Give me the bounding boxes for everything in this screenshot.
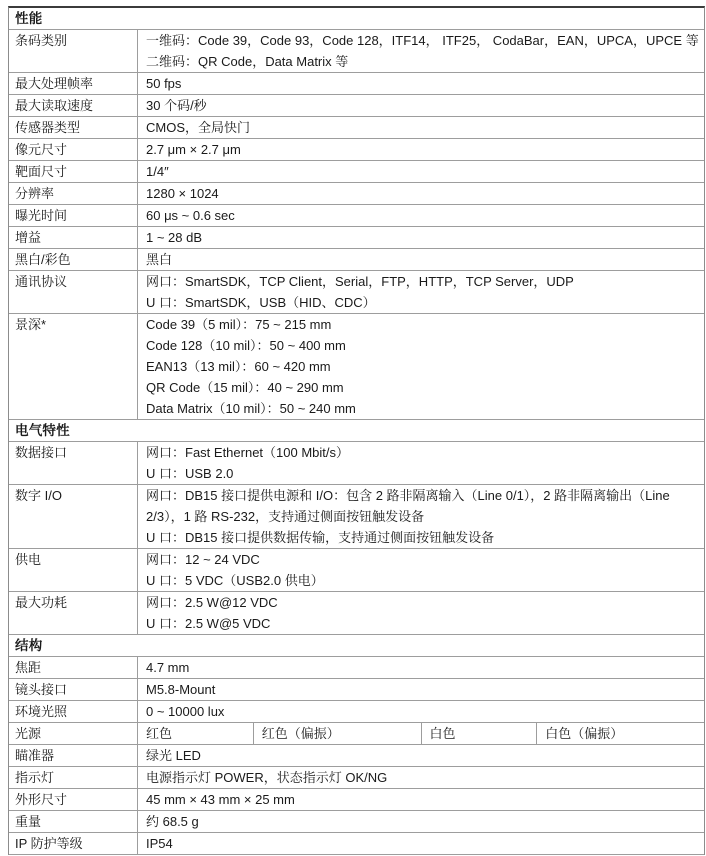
value-line: EAN13（13 mil）：60 ~ 420 mm	[146, 359, 331, 374]
table-row	[9, 30, 704, 73]
row-label: 供电	[9, 549, 138, 591]
row-label: 靶面尺寸	[9, 161, 138, 182]
value-line: CMOS，全局快门	[146, 120, 251, 135]
value-line: 60 μs ~ 0.6 sec	[146, 208, 235, 223]
table-row	[9, 117, 704, 139]
table-row	[9, 657, 704, 679]
table-row	[9, 227, 704, 249]
row-value	[138, 745, 704, 766]
table-row	[9, 139, 704, 161]
table-row	[9, 789, 704, 811]
row-value	[138, 161, 704, 182]
row-label: 增益	[9, 227, 138, 248]
row-label: 光源	[9, 723, 138, 744]
row-value	[138, 227, 704, 248]
value-line: 网口：DB15 接口提供电源和 I/O：包含 2 路非隔离输入（Line 0/1），2 路非隔离输出（Line 2/3），1 路 RS-232，支持通过侧面按钮触发设备	[146, 488, 670, 524]
row-value	[138, 657, 704, 678]
section-header: 性能	[9, 8, 704, 30]
row-label: 传感器类型	[9, 117, 138, 138]
value-line: Code 39（5 mil）：75 ~ 215 mm	[146, 317, 332, 332]
row-value	[138, 183, 704, 204]
value-line: U 口：5 VDC（USB2.0 供电）	[146, 573, 324, 588]
light-source-cell: 白色（偏振）	[545, 726, 624, 741]
row-label: 景深*	[9, 314, 138, 419]
row-label: 曝光时间	[9, 205, 138, 226]
table-row	[9, 745, 704, 767]
row-value	[138, 767, 704, 788]
row-label: 外形尺寸	[9, 789, 138, 810]
light-source-cell: 红色（偏振）	[254, 723, 422, 744]
light-source-cell: 白色	[422, 723, 538, 744]
row-label: 通讯协议	[9, 271, 138, 313]
row-value	[138, 271, 704, 313]
row-label: 最大处理帧率	[9, 73, 138, 94]
value-line: U 口：USB 2.0	[146, 466, 234, 481]
value-line: 1280 × 1024	[146, 186, 219, 201]
spec-document-page	[8, 6, 705, 855]
row-value	[138, 30, 704, 72]
row-value	[138, 249, 704, 270]
value-line: 1 ~ 28 dB	[146, 230, 203, 245]
row-value	[138, 442, 704, 484]
table-row	[9, 767, 704, 789]
row-label: 指示灯	[9, 767, 138, 788]
value-line: IP54	[146, 836, 173, 851]
value-line: 网口：Fast Ethernet（100 Mbit/s）	[146, 445, 350, 460]
value-line: 50 fps	[146, 76, 182, 91]
row-value	[138, 117, 704, 138]
light-source-cell: 红色	[138, 723, 254, 744]
row-value	[138, 679, 704, 700]
row-value	[138, 314, 704, 419]
row-value	[138, 592, 704, 634]
row-value	[138, 549, 704, 591]
row-label: 重量	[9, 811, 138, 832]
value-line: 1/4″	[146, 164, 169, 179]
table-row	[9, 205, 704, 227]
row-value	[138, 73, 704, 94]
table-row	[9, 811, 704, 833]
row-label: 最大功耗	[9, 592, 138, 634]
value-line: 0 ~ 10000 lux	[146, 704, 225, 719]
row-label: 镜头接口	[9, 679, 138, 700]
row-value	[138, 205, 704, 226]
table-row	[9, 485, 704, 549]
value-line: 约 68.5 g	[146, 814, 199, 829]
row-value	[138, 139, 704, 160]
section-header: 结构	[9, 635, 704, 657]
table-row	[9, 549, 704, 592]
table-row	[9, 679, 704, 701]
row-label: 像元尺寸	[9, 139, 138, 160]
value-line: 30 个码/秒	[146, 98, 207, 113]
value-line: Data Matrix（10 mil）：50 ~ 240 mm	[146, 401, 356, 416]
row-label: 黑白/彩色	[9, 249, 138, 270]
value-line: 绿光 LED	[146, 748, 201, 763]
row-label: 环境光照	[9, 701, 138, 722]
value-line: 网口：2.5 W@12 VDC	[146, 595, 278, 610]
row-label: 瞄准器	[9, 745, 138, 766]
value-line: 45 mm × 43 mm × 25 mm	[146, 792, 295, 807]
table-row	[9, 183, 704, 205]
value-line: QR Code（15 mil）：40 ~ 290 mm	[146, 380, 344, 395]
value-line: U 口：DB15 接口提供数据传输，支持通过侧面按钮触发设备	[146, 530, 495, 545]
row-value	[138, 811, 704, 832]
value-line: 网口：12 ~ 24 VDC	[146, 552, 260, 567]
spec-table	[8, 6, 705, 855]
row-label: 最大读取速度	[9, 95, 138, 116]
value-line: 网口：SmartSDK，TCP Client，Serial，FTP，HTTP，TCP Server，UDP	[146, 274, 574, 289]
row-value	[138, 95, 704, 116]
row-label: 条码类别	[9, 30, 138, 72]
table-row	[9, 314, 704, 420]
table-row	[9, 592, 704, 635]
row-value	[138, 789, 704, 810]
row-label: 数字 I/O	[9, 485, 138, 548]
row-label: 焦距	[9, 657, 138, 678]
row-label: IP 防护等级	[9, 833, 138, 854]
value-line: 4.7 mm	[146, 660, 190, 675]
value-line: 黑白	[146, 252, 173, 267]
row-label: 分辨率	[9, 183, 138, 204]
value-line: U 口：2.5 W@5 VDC	[146, 616, 271, 631]
table-row	[9, 161, 704, 183]
value-line: Code 128（10 mil）：50 ~ 400 mm	[146, 338, 346, 353]
section-header: 电气特性	[9, 420, 704, 442]
value-line: 二维码：QR Code，Data Matrix 等	[146, 54, 349, 69]
value-line: M5.8-Mount	[146, 682, 216, 697]
table-row	[9, 833, 704, 855]
table-row	[9, 73, 704, 95]
table-row	[9, 95, 704, 117]
value-line: 2.7 μm × 2.7 μm	[146, 142, 241, 157]
table-row	[9, 723, 704, 745]
row-value	[138, 701, 704, 722]
value-line: 电源指示灯 POWER，状态指示灯 OK/NG	[146, 770, 388, 785]
table-row	[9, 701, 704, 723]
table-row	[9, 249, 704, 271]
row-value	[138, 485, 704, 548]
table-row	[9, 442, 704, 485]
row-label: 数据接口	[9, 442, 138, 484]
table-row	[9, 271, 704, 314]
row-value	[138, 833, 704, 854]
value-line: 一维码：Code 39，Code 93，Code 128，ITF14， ITF25， CodaBar，EAN，UPCA，UPCE 等	[146, 33, 699, 48]
value-line: U 口：SmartSDK，USB（HID、CDC）	[146, 295, 376, 310]
